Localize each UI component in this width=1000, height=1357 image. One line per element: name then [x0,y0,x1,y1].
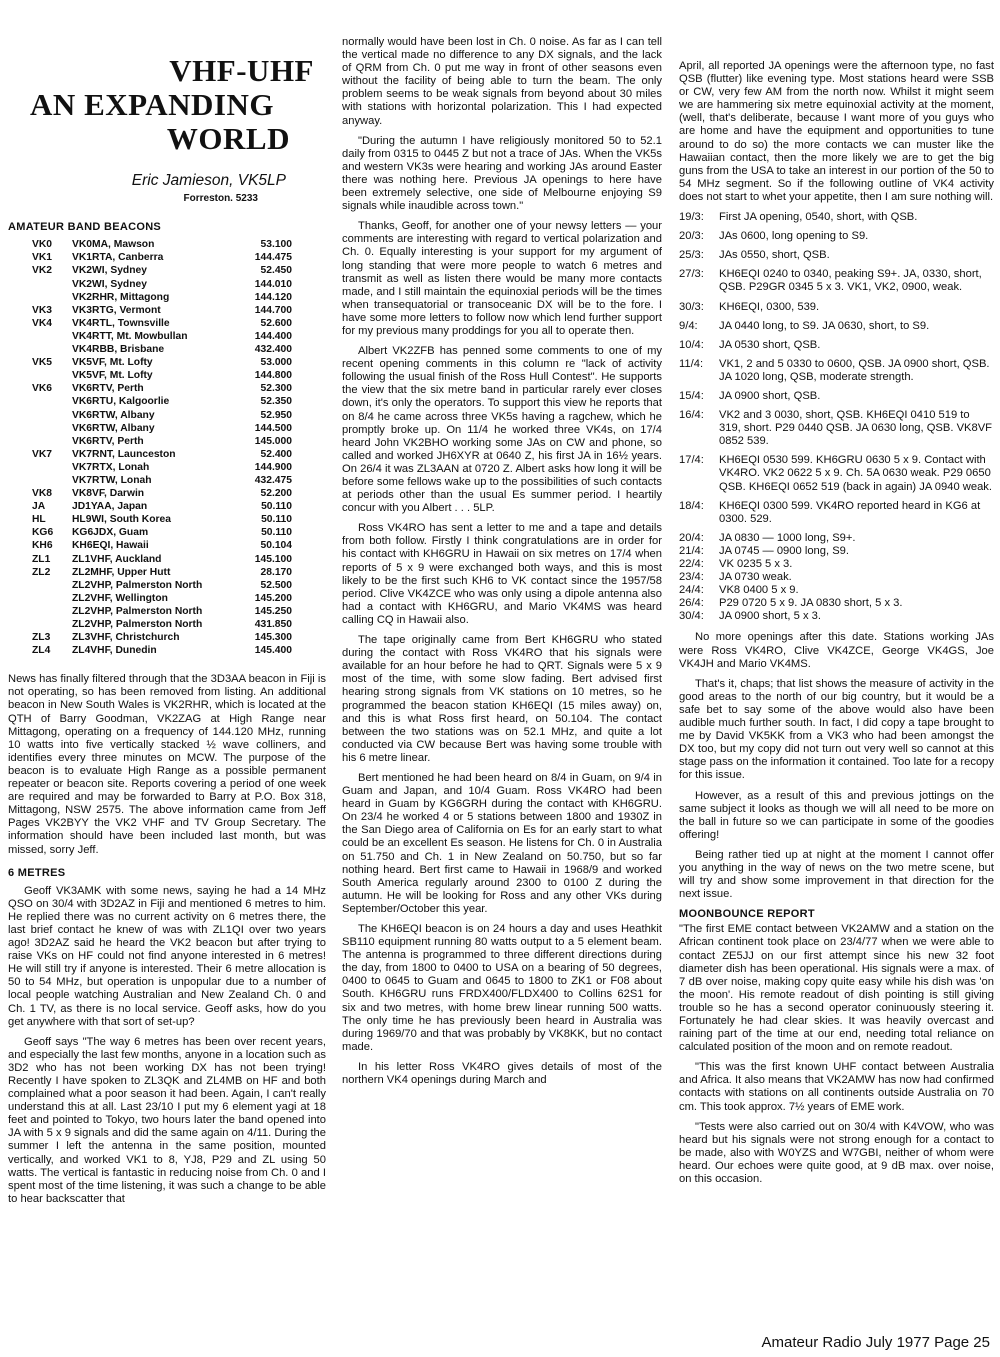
beacon-station: VK2RHR, Mittagong [72,291,170,303]
beacon-row [32,605,292,618]
beacon-row [32,356,292,369]
beacon-prefix: JA [32,501,46,513]
beacon-row [32,291,292,304]
beacon-station: VK6RTV, Perth [72,383,144,395]
beacon-row [32,330,292,343]
log-text: JA 0900 short, QSB. [719,389,821,402]
beacon-freq: 50.110 [261,514,292,526]
beacon-row [32,487,292,500]
log-text: JA 0900 short, 5 x 3. [719,610,821,623]
paragraph: "This was the first known UHF contact between Australia and Africa. It also means that VK2AMW has now had confirmed contacts with stations on all continents outside Australia on 70 cm. This took approx. 7½ years of EME work. [679,1061,994,1113]
beacon-freq: 144.700 [254,304,292,316]
log-date: 9/4: [679,319,698,332]
beacon-freq: 144.500 [254,422,292,434]
page-footer: Amateur Radio July 1977 Page 25 [761,1334,990,1351]
log-date: 30/4: [679,610,704,623]
log-text: KH6EQI 0530 599. KH6GRU 0630 5 x 9. Contact with VK4RO. VK2 0622 5 x 9. Ch. 5A 0630 weak. P29 0650 QSB. KH6EQI 0652 519 (back in again) JA 0940 weak. [719,454,993,493]
beacon-prefix: ZL1 [32,553,51,565]
beacon-row [32,422,292,435]
beacon-station: VK2WI, Sydney [72,265,147,277]
beacon-station: VK7RTX, Lonah [72,461,150,473]
beacon-freq: 28.170 [260,566,292,578]
log-date: 10/4: [679,338,704,351]
paragraph: That's it, chaps; that list shows the measure of activity in the good areas to the north of our big country, but it would be a safe bet to say some of the above would also have been audible much further south. In fact, I did copy a tape brought to me by David VK5KK from a VK3 who had been amongst the DX too, but my copy did not turn out very well so cannot at this stage pass on the information it contained. Too late for a recopy for this issue. [679,677,994,782]
section-heading-moonbounce: MOONBOUNCE REPORT [679,908,815,921]
beacon-station: ZL4VHF, Dunedin [72,645,157,657]
beacon-prefix [32,618,72,631]
beacon-prefix [32,395,72,408]
beacon-row [32,566,292,579]
beacon-station: ZL2VHP, Palmerston North [72,605,203,617]
beacon-row [32,526,292,539]
beacon-row [32,579,292,592]
beacon-row [32,304,292,317]
log-date: 11/4: [679,357,704,370]
beacon-station: ZL1VHF, Auckland [72,553,162,565]
log-text: JA 0530 short, QSB. [719,338,821,351]
beacon-row [32,553,292,566]
beacon-freq: 53.000 [260,357,292,369]
paragraph: The tape originally came from Bert KH6GRU who stated during the contact with Ross VK4RO that his signals were available for an hour before he had to QRT. Signals were 5 x 9 most of the time, with some slow fading. Bert advised first hearing strong signals from VK stations on 10 metres, so he programmed the beacon station KH6EQI (15 miles away) on, and this is what Ross first heard, on 50.104. The contact between the two stations was on 52.1 MHz, and quite a lot conducted via CW because Bert was having some trouble with his 6 metre linear. [342,634,662,764]
paragraph: The KH6EQI beacon is on 24 hours a day and uses Heathkit SB110 equipment running 80 watts output to a 5 element beam. The antenna is programmed to three different directions during the day, from 1800 to 0400 to USA on a bearing of 50 degrees, 0400 to 0645 to Guam and 0645 to 1800 to ZK1 or F08 about South. KH6GRU runs FRDX400/FLDX400 to Collins 62S1 for six and two metres, with home brew linear running 500 watts. The only time he has previously been heard in Australia was during 1969/70 and that was probably by VK8KK, but no contact made. [342,923,662,1053]
beacon-row [32,539,292,552]
log-text: VK2 and 3 0030, short, QSB. KH6EQI 0410 519 to 319, short. P29 0440 QSB. JA 0630 long, QSB. VK8VF 0852 539. [719,409,993,448]
beacon-freq: 144.400 [254,330,292,342]
beacons-heading: AMATEUR BAND BEACONS [8,221,162,234]
beacon-row [32,448,292,461]
beacon-prefix [32,461,72,474]
openings-log [679,211,994,623]
section-heading-6-metres: 6 METRES [8,866,66,879]
paragraph: Ross VK4RO has sent a letter to me and a tape and details from both follow. Firstly I think congratulations are in order for his contact with KH6GRU in Hawaii on six metres on 17/4 when reports of 5 x 9 were exchanged both ways, and this is most likely to be the first such KH6 to VK contact since the 1957/58 period. Clive VK4ZCE who was only using a dipole antenna also had a contact with KH6GRU, and Mario VK4MS was heard calling CQ in Hawaii also. [342,522,662,626]
log-entry [679,320,994,333]
beacon-prefix [32,422,72,435]
log-date: 23/4: [679,571,704,584]
title-line-3: WORLD [166,121,290,156]
beacon-row [32,631,292,644]
beacon-station: VK5VF, Mt. Lofty [72,370,153,382]
beacon-freq: 144.800 [254,370,292,382]
beacon-station: VK8VF, Darwin [72,488,145,500]
log-date: 15/4: [679,389,704,402]
title-line-2: AN EXPANDING [30,87,274,122]
log-text: VK8 0400 5 x 9. [719,584,799,597]
beacon-row [32,343,292,356]
beacon-row [32,395,292,408]
log-text: JA 0830 — 1000 long, S9+. [719,531,856,544]
paragraph: News has finally filtered through that the 3D3AA beacon in Fiji is not operating, so has been removed from listing. An additional beacon in New South Wales is VK2RHR, which is located at the QTH of Barry Goodman, VK2ZAG at High Range near Mittagong, operating on a frequency of 144.120 MHz, running 10 watts into five vertically stacked ½ wave colliners, and identifies every three minutes on MCW. The purpose of the beacon is to evaluate High Range as a possible permanent repeater or beacon site. Reports covering a period of one week are required and may be forwarded to Barry at P.O. Box 318, Mittagong, NSW 2575. The above information came from Jeff Pages VK2BYY the VK2 VHF and TV Group Secretary. The information should have been included last month, but was missed, sorry Jeff. [8,673,326,856]
beacon-prefix [32,592,72,605]
beacon-prefix: ZL4 [32,645,51,657]
paragraph: "Tests were also carried out on 30/4 with K4VOW, who was heard but his signals were not strong enough for a contact to be made, also with W0YZS and W7GBI, neither of whom were heard. Our echoes were quite good, at 9 dB max. over noise, on this occasion. [679,1120,994,1186]
log-text: First JA opening, 0540, short, with QSB. [719,211,918,224]
paragraph: However, as a result of this and previous jottings on the same subject it looks as though we will all need to be more on the ball in future so we can participate in some of the goodies offering! [679,789,994,841]
beacon-prefix [32,579,72,592]
log-text: VK1, 2 and 5 0330 to 0600, QSB. JA 0900 short, QSB. JA 1020 long, QSB, moderate strength. [719,357,990,383]
beacon-prefix [32,330,72,343]
beacon-freq: 52.300 [260,383,292,395]
beacon-station: HL9WI, South Korea [72,514,171,526]
beacon-freq: 432.475 [254,474,292,486]
log-text: VK 0235 5 x 3. [719,558,793,570]
beacon-row [32,513,292,526]
beacon-row [32,461,292,474]
beacon-row [32,474,292,487]
beacon-freq: 145.100 [254,553,292,565]
beacon-prefix [32,605,72,618]
beacon-station: JD1YAA, Japan [72,501,148,513]
beacon-row [32,369,292,382]
beacon-prefix: VK3 [32,304,53,316]
log-entry [679,409,994,448]
beacon-freq: 50.110 [261,501,292,513]
beacon-row [32,644,292,657]
beacon-station: VK6RTW, Albany [72,409,155,421]
beacon-prefix: VK8 [32,488,53,500]
log-date: 24/4: [679,584,704,597]
beacon-freq: 144.900 [254,461,292,473]
beacon-prefix [32,291,72,304]
beacon-prefix: VK2 [32,265,53,277]
beacon-row [32,500,292,513]
article-title [8,54,314,156]
beacon-prefix: KH6 [32,540,53,552]
beacon-prefix: VK6 [32,383,53,395]
log-entry [679,249,994,262]
log-date: 30/3: [679,300,704,313]
column-2 [342,36,662,1342]
title-line-1: VHF-UHF [169,53,314,88]
beacon-station: VK3RTG, Vermont [72,304,161,316]
log-text: JAs 0600, long opening to S9. [719,230,869,243]
beacon-freq: 144.120 [254,291,292,303]
beacon-row [32,278,292,291]
beacon-freq: 52.600 [260,317,292,329]
log-date: 17/4: [679,454,704,467]
beacon-prefix: KG6 [32,527,54,539]
column-1 [8,36,326,1342]
beacon-station: VK4RBB, Brisbane [72,344,165,356]
log-text: JA 0440 long, to S9. JA 0630, short, to S9. [719,319,930,332]
log-entry [679,454,994,493]
beacon-prefix [32,435,72,448]
log-entry [679,545,994,558]
log-text: P29 0720 5 x 9. JA 0830 short, 5 x 3. [719,597,903,610]
beacon-station: VK6RTW, Albany [72,422,155,434]
beacon-freq: 50.104 [260,540,292,552]
log-entry [679,358,994,384]
beacon-prefix: VK5 [32,357,53,369]
beacon-freq: 52.450 [260,265,292,277]
beacon-freq: 50.110 [261,527,292,539]
log-entry [679,571,994,584]
beacon-row [32,618,292,631]
beacon-prefix [32,369,72,382]
beacon-prefix [32,409,72,422]
beacon-prefix [32,474,72,487]
beacon-station: VK6RTV, Perth [72,435,144,447]
beacon-freq: 145.400 [254,645,292,657]
log-date: 19/3: [679,211,704,224]
beacon-row [32,592,292,605]
beacon-station: ZL2VHP, Palmerston North [72,619,203,630]
beacon-station: VK5VF, Mt. Lofty [72,357,153,369]
beacon-station: ZL2VHF, Wellington [72,592,168,604]
log-entry [679,500,994,526]
beacon-freq: 145.200 [254,592,292,604]
log-date: 20/4: [679,531,704,544]
beacon-station: VK7RTW, Lonah [72,474,152,486]
beacon-station: KH6EQI, Hawaii [72,540,149,552]
beacon-station: VK7RNT, Launceston [72,448,176,460]
log-text: JA 0730 weak. [719,571,792,584]
log-date: 26/4: [679,597,704,610]
beacon-row [32,382,292,395]
beacon-station: VK1RTA, Canberra [72,252,164,264]
log-text: KH6EQI 0240 to 0340, peaking S9+. JA, 0330, short, QSB. P29GR 0345 5 x 3. VK1, VK2, 0900, weak. [719,268,982,294]
log-entry [679,558,994,571]
beacon-station: VK0MA, Mawson [72,239,155,251]
beacon-prefix: HL [32,514,46,526]
beacon-freq: 52.950 [260,409,292,421]
author-location: Forreston. 5233 [183,193,258,205]
paragraph: Albert VK2ZFB has penned some comments to one of my recent opening comments in this column re "lack of activity following the usual finish of the Ross Hull Contest". He supports the view that the six metre band in particular rarely ever closes down, it's only the operators. To support this view he reports that on 8/4 he came across three VK5s having a ragchew, which he promptly broke up. On 11/4 he worked three VK4s, on 17/4 heard John VK2BHO working some JAs on CW and phone, so called and worked JH6XYR at 0640 Z, his first JA in 16½ years. On 26/4 it was ZL3AAN at 0720 Z. Albert asks how long it will be before some fellows wake up to the possibilities of such contacts at periods other than the usual Es summer period. I heartily concur with you Albert . . . 5LP. [342,345,662,515]
beacon-prefix [32,278,72,291]
beacon-freq: 432.400 [254,344,292,356]
beacon-freq: 52.200 [260,488,292,500]
log-entry [679,230,994,243]
beacon-freq: 431.850 [254,619,292,630]
log-entry [679,610,994,623]
beacon-row [32,317,292,330]
log-date: 22/4: [679,558,704,570]
beacon-station: VK6RTU, Kalgoorlie [72,396,170,408]
beacon-freq: 52.500 [260,579,292,591]
paragraph: April, all reported JA openings were the afternoon type, no fast QSB (flutter) like evening type. Most stations heard were SSB or CW, very few AM from the north now. Whilst it might seem we are hammering six metre equinoxial activity at the moment, (well, that's deliberate, because I want more of you guys who are home and have the equipment and opportunities to tune around to do so) the more contacts we can muster like the Hawaiian contact, then the more likely we are to get the big guns from the USA to take an interest in our portion of the 50 to 54 MHz segment. So if the following outline of VK4 activity does not start to whet your appetite, then I am sure nothing will. [679,60,994,203]
beacon-station: VK4RTT, Mt. Mowbullan [72,330,188,342]
log-text: KH6EQI 0300 599. VK4RO reported heard in KG6 at 0300. 529. [719,499,981,525]
beacon-prefix: ZL3 [32,632,51,644]
paragraph: In his letter Ross VK4RO gives details of most of the northern VK4 openings during March and [342,1060,662,1087]
beacon-freq: 144.010 [254,278,292,290]
log-entry [679,268,994,294]
paragraph: Bert mentioned he had been heard on 8/4 in Guam, on 9/4 in Guam and Japan, and 10/4 Guam. Ross VK4RO had been heard in Guam by KG6GRH during the contact with KH6GRU. On 23/4 he worked 4 or 5 stations between 1800 and 1930Z in the San Diego area of California on Es for an early start to what could be an excellent Es season. He listens for Ch. 0 in Australia on 51.750 and Ch. 1 in New Zealand on 50.750, but so far nothing heard. Bert first came to Hawaii in 1968/9 and worked South America regularly around 2300 to 0100 Z during the autumn. He will be looking for Ross and any other VKs during September/October this year. [342,771,662,915]
log-entry [679,584,994,597]
beacons-table [32,238,292,657]
log-entry [679,211,994,224]
beacon-freq: 53.100 [260,239,292,251]
log-date: 20/3: [679,230,704,243]
beacon-row [32,435,292,448]
beacon-row [32,409,292,422]
beacon-freq: 145.300 [254,632,292,644]
beacon-prefix: VK1 [32,252,53,264]
beacon-station: VK4RTL, Townsville [72,317,170,329]
beacon-row [32,251,292,264]
log-entry [679,597,994,610]
log-date: 18/4: [679,499,704,512]
paragraph: No more openings after this date. Stations working JAs were Ross VK4RO, Clive VK4ZCE, George VK4GS, Joe VK4JH and Mario VK4MS. [679,631,994,670]
beacon-prefix: ZL2 [32,566,51,578]
beacon-station: VK2WI, Sydney [72,278,147,290]
log-entry [679,339,994,352]
beacon-freq: 145.250 [254,605,292,617]
beacon-station: ZL2VHP, Palmerston North [72,579,203,591]
paragraph: normally would have been lost in Ch. 0 noise. As far as I can tell the vertical made no difference to any DX signals, and the lack of QRM from Ch. 0 put me way in front of other seasons even without the facility of being able to turn the beam. The only problem seems to be weak signals from beyond about 30 miles with stations with horizontal polarization. This I had expected anyway. [342,36,662,127]
paragraph: "The first EME contact between VK2AMW and a station on the African continent took place on 23/4/77 when we were able to contact ZE5JJ on our first attempt since his new 32 foot diameter dish has been operational. His signals were a max. of 7 dB over noise, making copy quite easy while his dish was 'on the moon'. His remote readout of dish pointing is still giving trouble so he has a second operator coninuously steering it. Fortunately he had clear skies. It was heavily overcast and raining part of the time at our end, needing total reliance on calculated position of the moon and on remote readout. [679,923,994,1054]
beacon-freq: 144.475 [254,252,292,264]
beacon-prefix: VK0 [32,239,53,251]
beacon-row [32,264,292,277]
log-entry [679,532,994,545]
log-date: 16/4: [679,409,704,422]
beacon-station: ZL2MHF, Upper Hutt [72,566,171,578]
log-date: 25/3: [679,249,704,262]
log-text: KH6EQI, 0300, 539. [719,300,820,313]
paragraph: Geoff VK3AMK with some news, saying he had a 14 MHz QSO on 30/4 with 3D2AZ in Fiji and mentioned 6 metres to him. He replied there was no current activity on 6 metres there, the last brief contact he knew of was with ZL1QI over two years ago! 3D2AZ said he heard the VK2 beacon but after trying to raise VKs on HF could not find anyone interested in 6 metres! He will still try if anyone is interested. Their 6 metre allocation is 50 to 54 MHz, but operation is unpopular due to a number of local people watching Australian and New Zealand Ch. 0 and Ch. 1 TV, as there is no local service. Geoff asks, how do you get anywhere with that sort of set-up? [8,884,326,1028]
paragraph: "During the autumn I have religiously monitored 50 to 52.1 daily from 0315 to 0445 Z but not a trace of JAs. When the VK5s and western VK3s were hearing and working JAs around Easter there was nothing here. Previous JA openings to here have been extremely selective, one side of Melbourne enjoying S9 signals while inaudible across town." [342,134,662,213]
beacon-prefix [32,343,72,356]
beacon-prefix: VK7 [32,448,53,460]
column-3 [679,60,994,1330]
log-text: JA 0745 — 0900 long, S9. [719,544,849,557]
log-entry [679,301,994,314]
beacon-row [32,238,292,251]
beacon-freq: 145.000 [254,435,292,447]
paragraph: Thanks, Geoff, for another one of your newsy letters — your comments are interesting with regard to vertical polarization and Ch. 0. Equally interesting is your support for my argument of long standing that were more people to watch 6 metres and transmit as well as listen there would be many more contacts made, and I still maintain the equinoxial periods will be the times when transequatorial or transoceanic DX will be to the fore. I have some more letters to follow now which lend further support for my previous many proddings for you all to operate then. [342,220,662,337]
author-byline: Eric Jamieson, VK5LP [131,172,286,189]
paragraph: Geoff says "The way 6 metres has been over recent years, and especially the last few months, anyone in a location such as 3D2 who has not been working DX has not been trying! Recently I have spoken to ZL3QK and ZL4MB on HF and both complained what a poor season it had been. Again, I can't really understand this at all. Last 23/10 I put my 6 element yagi at 18 feet and pointed to Tokyo, two hours later the band opened into JA with 5 x 9 signals and did the same again on 4/11. During the summer I left the antenna in the same position, mounted vertically, and worked VK1 to 8, YJ8, P29 and ZL using 50 watts. The vertical is fantastic in reducing noise from Ch. 0 and I spent most of the time listening, it was such a change to be able to hear backscatter that [8,1035,326,1205]
beacon-freq: 52.350 [260,396,292,408]
paragraph: Being rather tied up at night at the moment I cannot offer you anything in the way of news on the two metre scene, but will try and show some improvement in that direction for the next issue. [679,848,994,901]
beacon-station: KG6JDX, Guam [72,527,149,539]
log-date: 21/4: [679,544,704,557]
log-entry [679,390,994,403]
log-date: 27/3: [679,268,704,281]
beacon-station: ZL3VHF, Christchurch [72,632,180,644]
beacon-prefix: VK4 [32,317,53,329]
beacon-freq: 52.400 [260,448,292,460]
log-text: JAs 0550, short, QSB. [719,249,830,262]
